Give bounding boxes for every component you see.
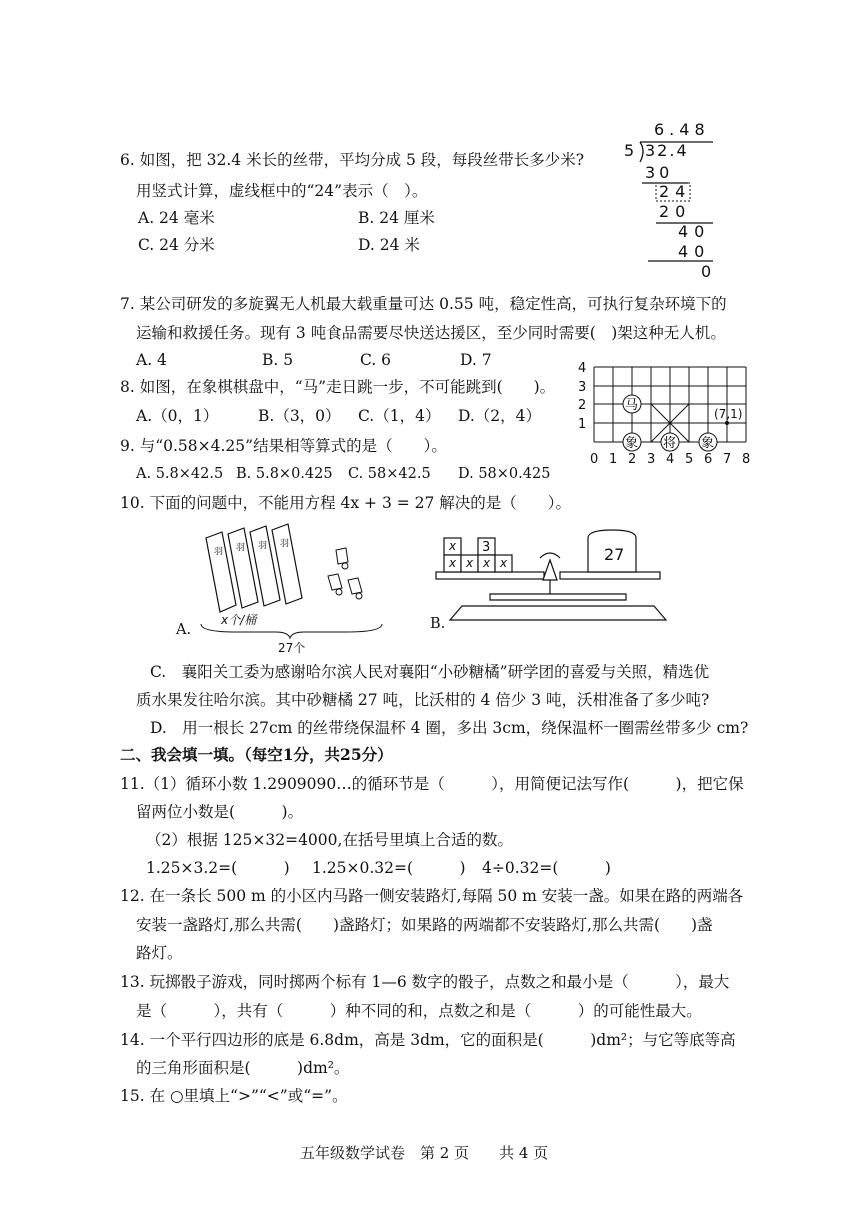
section-2-heading: 二、我会填一填。（每空1分，共25分） bbox=[120, 745, 393, 764]
x-tick-8: 8 bbox=[742, 452, 751, 467]
division-step-4: 40 bbox=[678, 222, 711, 241]
q6-option-b[interactable]: B. 24 厘米 bbox=[358, 209, 435, 227]
weight-27: 27 bbox=[604, 545, 625, 564]
figure-a-total-label: 27个 bbox=[278, 641, 306, 655]
q10-option-d[interactable]: D. 用一根长 27cm 的丝带绕保温杯 4 圈，多出 3cm，绕保温杯一圈需丝带多少 cm? bbox=[150, 719, 749, 737]
q9-option-b[interactable]: B. 5.8×0.425 bbox=[236, 466, 333, 482]
q11-line2: 留两位小数是( )。 bbox=[136, 803, 304, 821]
q6-option-c[interactable]: C. 24 分米 bbox=[138, 236, 215, 254]
piece-elephant-left: 象 bbox=[625, 436, 639, 451]
q6-option-d[interactable]: D. 24 米 bbox=[358, 236, 420, 254]
box-x-2: x bbox=[449, 556, 457, 570]
q10-option-c-line1[interactable]: C. 襄阳关工委为感谢哈尔滨人民对襄阳“小砂糖橘”研学团的喜爱与关照，精选优 bbox=[150, 663, 710, 681]
shuttlecocks bbox=[328, 548, 362, 599]
q9-option-d[interactable]: D. 58×0.425 bbox=[458, 466, 551, 482]
q11-calc-3[interactable]: 4÷0.32=( ) bbox=[482, 859, 611, 877]
q6-line1: 6. 如图，把 32.4 米长的丝带，平均分成 5 段，每段丝带长多少米? bbox=[120, 151, 585, 169]
x-tick-7: 7 bbox=[723, 452, 732, 467]
q10-text: 10. 下面的问题中，不能用方程 4x + 3 = 27 解决的是（ ）。 bbox=[120, 494, 572, 512]
division-step-3: 20 bbox=[659, 202, 692, 221]
long-division-figure bbox=[618, 115, 728, 285]
q14-line2: 的三角形面积是( )dm²。 bbox=[136, 1059, 350, 1077]
q7-option-d[interactable]: D. 7 bbox=[460, 351, 492, 369]
q6-option-a[interactable]: A. 24 毫米 bbox=[138, 209, 215, 227]
q7-line1: 7. 某公司研发的多旋翼无人机最大载重量可达 0.55 吨，稳定性高，可执行复杂环境下的 bbox=[120, 295, 727, 313]
chess-board-grid bbox=[576, 360, 751, 470]
q10-option-c-line2: 质水果发往哈尔滨。其中砂糖橘 27 吨，比沃柑的 4 倍少 3 吨，沃柑准备了多少吨? bbox=[136, 691, 710, 709]
tube-label-3: 羽 bbox=[258, 541, 268, 551]
y-tick-4: 4 bbox=[578, 361, 587, 376]
piece-horse: 马 bbox=[625, 398, 639, 413]
division-quotient: 6.48 bbox=[654, 120, 710, 139]
q12-line2: 安装一盏路灯,那么共需( )盏路灯；如果路的两端都不安装路灯,那么共需( )盏 bbox=[136, 916, 713, 934]
q9-option-c[interactable]: C. 58×42.5 bbox=[348, 466, 431, 482]
q15-text: 15. 在 ○里填上“>”“<”或“=”。 bbox=[120, 1087, 348, 1105]
q8-option-a[interactable]: A.（0，1） bbox=[136, 407, 219, 425]
figure-b-letter: B. bbox=[430, 616, 446, 632]
x-tick-5: 5 bbox=[685, 452, 694, 467]
q8-option-b[interactable]: B.（3，0） bbox=[258, 407, 341, 425]
box-x-1: x bbox=[449, 539, 457, 553]
tube-label-4: 羽 bbox=[280, 539, 290, 549]
box-x-4: x bbox=[483, 556, 491, 570]
piece-elephant-right: 象 bbox=[701, 436, 715, 451]
q11-line3: （2）根据 125×32=4000,在括号里填上合适的数。 bbox=[146, 831, 513, 849]
tube-label-1: 羽 bbox=[214, 547, 224, 557]
x-tick-1: 1 bbox=[609, 452, 618, 467]
box-x-3: x bbox=[466, 556, 474, 570]
x-tick-0: 0 bbox=[590, 452, 599, 467]
figure-a-letter: A. bbox=[176, 622, 192, 638]
q11-calc-2[interactable]: 1.25×0.32=( ) bbox=[312, 859, 466, 877]
division-divisor: 5 bbox=[624, 141, 635, 160]
tube-label-2: 羽 bbox=[236, 543, 246, 553]
q13-line2: 是（ ），共有（ ）种不同的和，点数之和是（ ）的可能性最大。 bbox=[136, 1002, 702, 1020]
q9-text: 9. 与“0.58×4.25”结果相等算式的是（ ）。 bbox=[120, 437, 447, 455]
q8-option-c[interactable]: C.（1，4） bbox=[358, 407, 441, 425]
figure-b-balance-scale bbox=[430, 520, 670, 635]
division-dividend: 32.4 bbox=[645, 141, 689, 160]
q11-calc-1[interactable]: 1.25×3.2=( ) bbox=[146, 859, 290, 877]
x-tick-6: 6 bbox=[704, 452, 713, 467]
box-three: 3 bbox=[482, 540, 491, 555]
q7-option-b[interactable]: B. 5 bbox=[262, 351, 294, 369]
q8-option-d[interactable]: D.（2，4） bbox=[458, 407, 542, 425]
division-step-5: 40 bbox=[678, 242, 711, 261]
q7-option-c[interactable]: C. 6 bbox=[360, 351, 392, 369]
point-label: (7,1) bbox=[714, 407, 743, 421]
piece-general: 将 bbox=[663, 436, 677, 451]
x-tick-4: 4 bbox=[666, 452, 675, 467]
q8-text: 8. 如图，在象棋棋盘中，“马”走日跳一步，不可能跳到( )。 bbox=[120, 378, 556, 396]
q7-line2: 运输和救援任务。现有 3 吨食品需要尽快送达援区，至少同时需要( )架这种无人机。 bbox=[136, 324, 726, 342]
page-footer: 五年级数学试卷 第 2 页 共 4 页 bbox=[300, 1144, 549, 1162]
q12-line3: 路灯。 bbox=[136, 944, 183, 962]
q12-line1: 12. 在一条长 500 m 的小区内马路一侧安装路灯,每隔 50 m 安装一盏。如果在路的两端各 bbox=[120, 887, 744, 905]
division-step-1: 30 bbox=[645, 163, 674, 182]
figure-a-per-tube-label: x个/桶 bbox=[221, 613, 257, 627]
division-step-2: 24 bbox=[659, 182, 692, 201]
q11-line1: 11.（1）循环小数 1.2909090…的循环节是（ ），用简便记法写作( )，把它保 bbox=[120, 775, 744, 793]
x-tick-2: 2 bbox=[628, 452, 637, 467]
y-tick-1: 1 bbox=[578, 417, 587, 432]
box-x-5: x bbox=[500, 556, 508, 570]
q9-option-a[interactable]: A. 5.8×42.5 bbox=[136, 466, 224, 482]
q6-line2: 用竖式计算，虚线框中的“24”表示（ ）。 bbox=[136, 182, 428, 200]
q14-line1: 14. 一个平行四边形的底是 6.8dm，高是 3dm，它的面积是( )dm²；与它等底等高 bbox=[120, 1031, 736, 1049]
q7-option-a[interactable]: A. 4 bbox=[136, 351, 167, 369]
x-tick-3: 3 bbox=[647, 452, 656, 467]
figure-a-shuttlecock-tubes bbox=[176, 520, 396, 660]
y-tick-3: 3 bbox=[578, 380, 587, 395]
division-step-6: 0 bbox=[701, 262, 712, 281]
q13-line1: 13. 玩掷骰子游戏，同时掷两个标有 1—6 数字的骰子，点数之和最小是（ ），最大 bbox=[120, 973, 730, 991]
y-tick-2: 2 bbox=[578, 398, 587, 413]
